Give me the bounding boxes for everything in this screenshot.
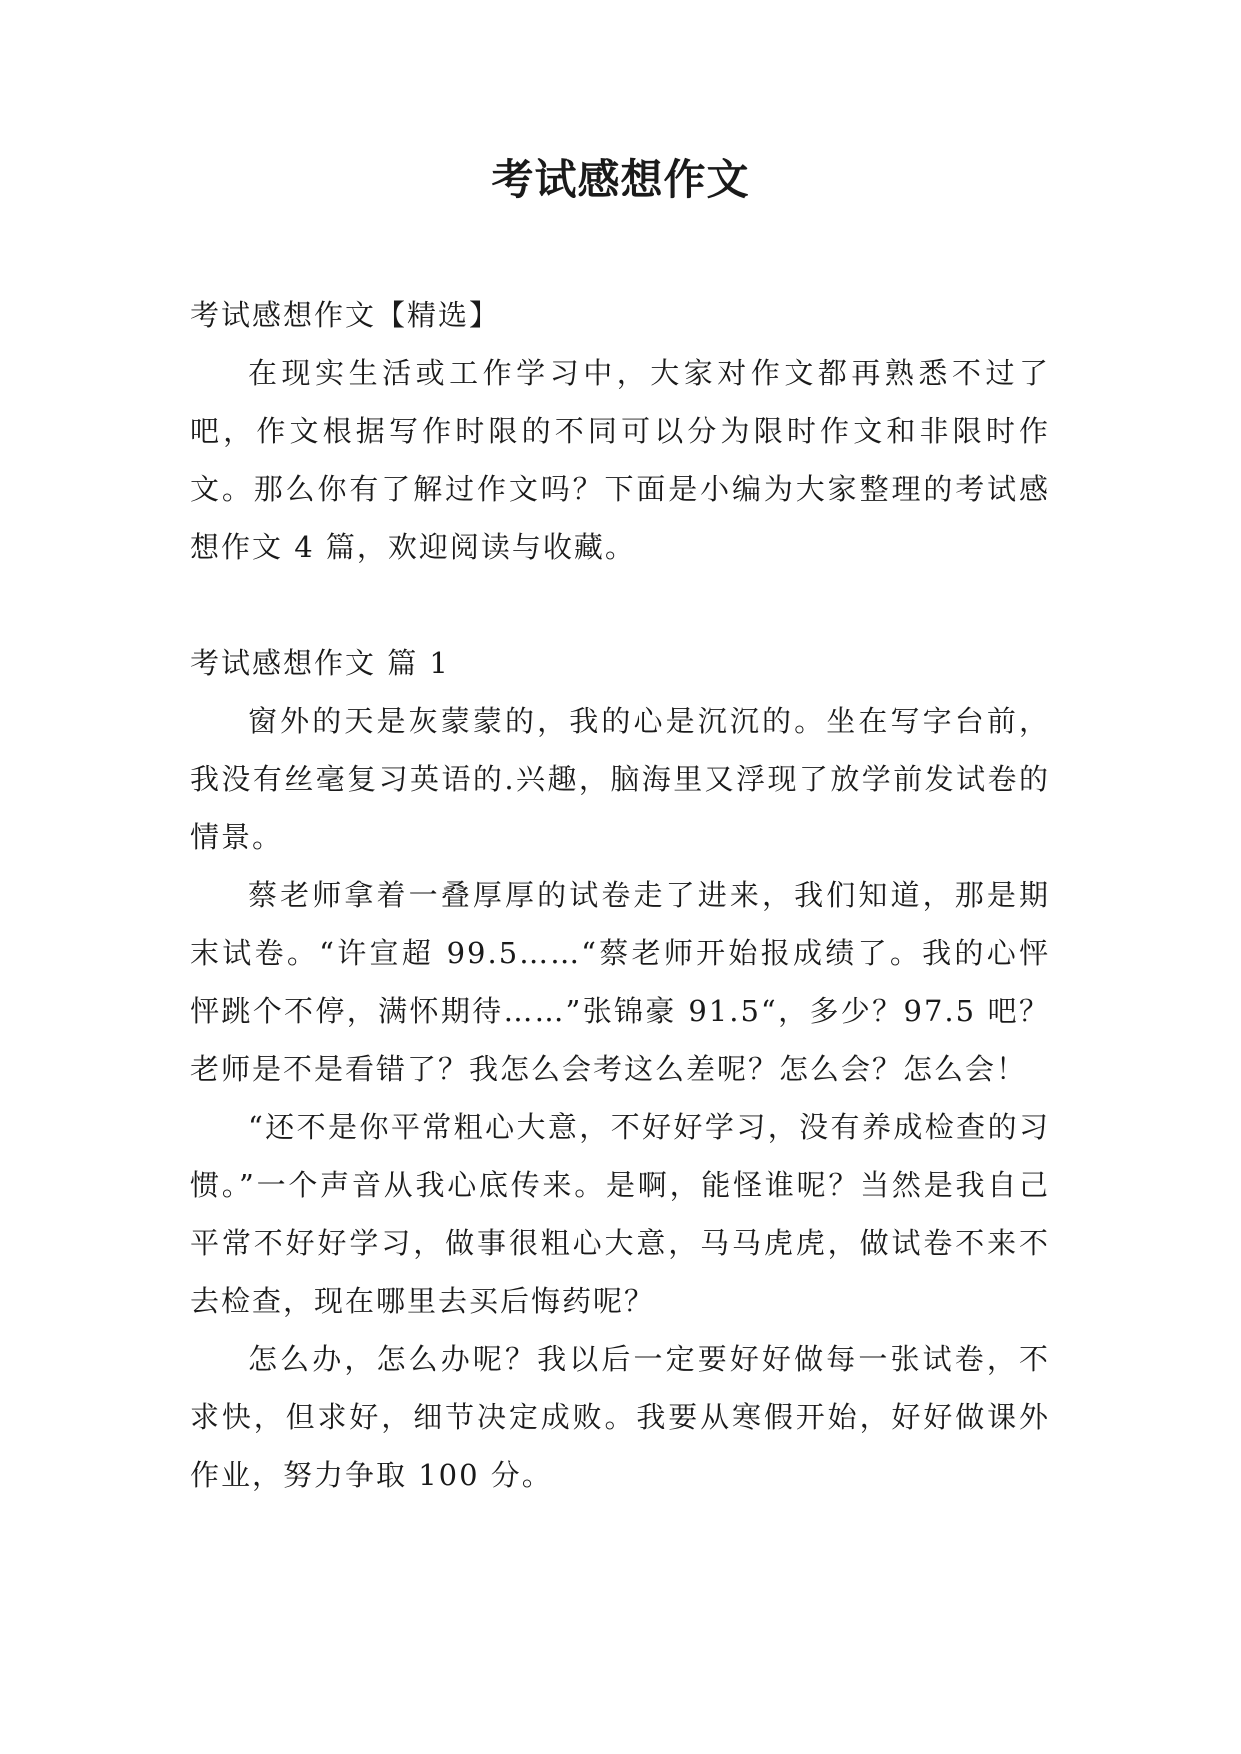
- intro-heading: 考试感想作文【精选】: [190, 298, 501, 332]
- intro-paragraph: 在现实生活或工作学习中，大家对作文都再熟悉不过了吧，作文根据写作时限的不同可以分为限时作文和非限时作文。那么你有了解过作文吗？下面是小编为大家整理的考试感想作文 4 篇，欢迎阅读与收藏。: [190, 356, 1050, 564]
- body-paragraph-4: 怎么办，怎么办呢？我以后一定要好好做每一张试卷，不求快，但求好，细节决定成败。我要从寒假开始，好好做课外作业，努力争取 100 分。: [190, 1342, 1050, 1492]
- document-body: [190, 286, 1050, 1504]
- body-paragraph-2: 蔡老师拿着一叠厚厚的试卷走了进来，我们知道，那是期末试卷。“许宣超 99.5……“蔡老师开始报成绩了。我的心怦怦跳个不停，满怀期待……”张锦豪 91.5“，多少？97.5 吧？老师是不是看错了？我怎么会考这么差呢？怎么会？怎么会！: [190, 878, 1050, 1086]
- section-spacer: [190, 576, 1050, 634]
- body-paragraph-1: 窗外的天是灰蒙蒙的，我的心是沉沉的。坐在写字台前，我没有丝毫复习英语的.兴趣，脑海里又浮现了放学前发试卷的情景。: [190, 704, 1050, 854]
- body-paragraph-3: “还不是你平常粗心大意，不好好学习，没有养成检查的习惯。”一个声音从我心底传来。是啊，能怪谁呢？当然是我自己平常不好好学习，做事很粗心大意，马马虎虎，做试卷不来不去检查，现在哪里去买后悔药呢？: [190, 1110, 1050, 1318]
- document-title: 考试感想作文: [491, 155, 750, 204]
- section-heading: 考试感想作文 篇 1: [190, 646, 450, 680]
